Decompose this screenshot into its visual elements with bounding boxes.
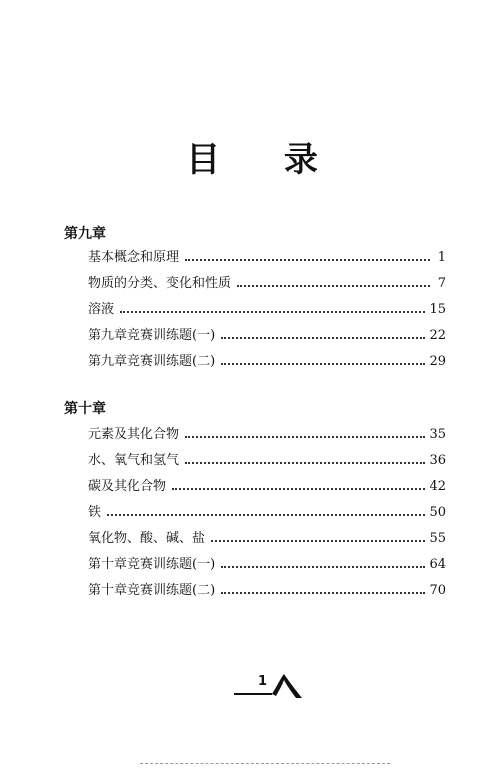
toc-entry[interactable] (88, 426, 446, 452)
toc-entry[interactable] (88, 327, 446, 353)
toc-entry[interactable] (88, 556, 446, 582)
toc-list-chapter-10 (88, 426, 446, 608)
toc-entry[interactable] (88, 452, 446, 478)
toc-entry[interactable] (88, 353, 446, 379)
dot-leader (221, 336, 425, 339)
toc-entry[interactable] (88, 530, 446, 556)
toc-entry-page: 36 (429, 453, 446, 468)
toc-entry[interactable] (88, 301, 446, 327)
dot-leader (185, 435, 425, 438)
toc-entry[interactable] (88, 249, 446, 275)
page-number: 1 (258, 674, 268, 689)
dot-leader (211, 539, 425, 542)
toc-entry-name: 水、氧气和氢气 (88, 453, 180, 468)
dot-leader (185, 258, 430, 261)
toc-entry-page: 7 (437, 276, 446, 291)
toc-entry-name: 第十章竞赛训练题(一) (88, 557, 216, 572)
dot-leader (221, 565, 425, 568)
toc-entry-page: 35 (429, 427, 446, 442)
toc-entry-name: 第十章竞赛训练题(二) (88, 583, 216, 598)
dot-leader (120, 310, 425, 313)
toc-entry-name: 第九章竞赛训练题(一) (88, 328, 216, 343)
dot-leader (237, 284, 430, 287)
toc-entry-page: 70 (429, 583, 446, 598)
toc-entry-page: 29 (429, 354, 446, 369)
page-number-area (228, 672, 308, 702)
toc-entry-name: 基本概念和原理 (88, 250, 180, 265)
toc-entry-name: 铁 (88, 505, 102, 520)
dot-leader (185, 461, 425, 464)
toc-entry-name: 第九章竞赛训练题(二) (88, 354, 216, 369)
toc-list-chapter-9 (88, 249, 446, 379)
toc-entry-name: 溶液 (88, 302, 115, 317)
toc-entry-name: 氧化物、酸、碱、盐 (88, 531, 206, 546)
toc-entry-name: 元素及其化合物 (88, 427, 180, 442)
toc-entry-page: 64 (429, 557, 446, 572)
chapter-heading-10: 第十章 (64, 401, 106, 417)
toc-entry[interactable] (88, 504, 446, 530)
dot-leader (221, 591, 425, 594)
toc-entry-page: 15 (429, 302, 446, 317)
dot-leader (107, 513, 425, 516)
toc-entry-page: 50 (429, 505, 446, 520)
page-title: 目 录 (186, 140, 344, 180)
toc-entry-page: 42 (429, 479, 446, 494)
dot-leader (172, 487, 425, 490)
dot-leader (221, 362, 425, 365)
toc-entry-page: 1 (437, 250, 446, 265)
chapter-heading-9: 第九章 (64, 226, 106, 242)
toc-entry-page: 22 (429, 328, 446, 343)
page-number-swoosh-icon (228, 672, 308, 702)
toc-entry-page: 55 (429, 531, 446, 546)
toc-entry[interactable] (88, 582, 446, 608)
toc-entry[interactable] (88, 275, 446, 301)
toc-entry-name: 碳及其化合物 (88, 479, 167, 494)
toc-entry[interactable] (88, 478, 446, 504)
footer-scan-line (140, 762, 390, 764)
toc-entry-name: 物质的分类、变化和性质 (88, 276, 232, 291)
